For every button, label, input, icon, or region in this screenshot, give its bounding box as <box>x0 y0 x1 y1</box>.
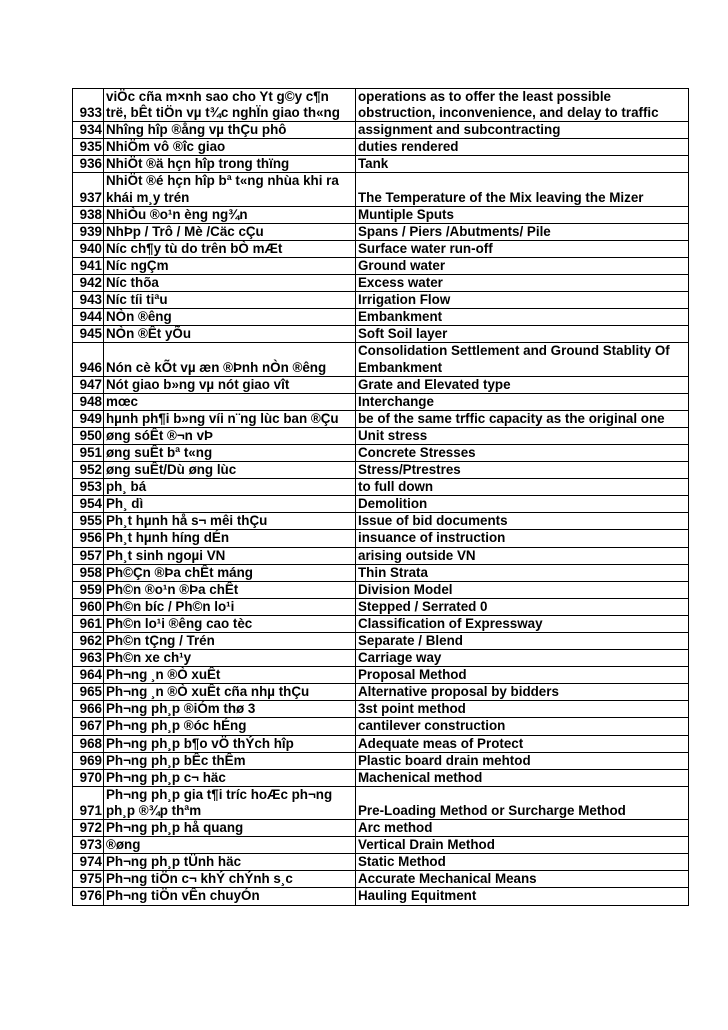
english-term: Tank <box>356 156 689 173</box>
vietnamese-term: øng sóÊt ®¬n vÞ <box>104 427 356 444</box>
entry-number: 959 <box>73 581 104 598</box>
table-row <box>73 820 689 837</box>
english-term: Consolidation Settlement and Ground Stablity Of Embankment <box>356 343 689 376</box>
english-term: Irrigation Flow <box>356 292 689 309</box>
english-term: insuance of instruction <box>356 530 689 547</box>
english-term: Separate / Blend <box>356 633 689 650</box>
table-row <box>73 257 689 274</box>
english-term: Stepped / Serrated 0 <box>356 598 689 615</box>
vietnamese-term: Níc thõa <box>104 275 356 292</box>
vietnamese-term: Ph¬ng ph¸p c¬ häc <box>104 769 356 786</box>
english-term: Grate and Elevated type <box>356 376 689 393</box>
table-row <box>73 156 689 173</box>
entry-number: 969 <box>73 752 104 769</box>
vietnamese-term: Níc ch¶y tù do trên bÒ mÆt <box>104 240 356 257</box>
table-row <box>73 326 689 343</box>
entry-number: 947 <box>73 376 104 393</box>
vietnamese-term: ph¸ bá <box>104 479 356 496</box>
entry-number: 955 <box>73 513 104 530</box>
vietnamese-term: Ph©Çn ®Þa chÊt máng <box>104 564 356 581</box>
english-term: Interchange <box>356 393 689 410</box>
english-term: Stress/Ptrestres <box>356 462 689 479</box>
english-term: Unit stress <box>356 427 689 444</box>
table-row <box>73 769 689 786</box>
table-row <box>73 122 689 139</box>
vietnamese-term: viÖc cña m×nh sao cho Yt g©y c¶n trë, bÊt tiÖn vµ t¾c nghÏn giao th«ng <box>104 89 356 122</box>
entry-number: 963 <box>73 650 104 667</box>
table-row <box>73 513 689 530</box>
entry-number: 952 <box>73 462 104 479</box>
english-term: Spans / Piers /Abutments/ Pile <box>356 223 689 240</box>
entry-number: 967 <box>73 718 104 735</box>
entry-number: 958 <box>73 564 104 581</box>
vietnamese-term: Ph¸t hµnh hå s¬ mêi thÇu <box>104 513 356 530</box>
table-row <box>73 139 689 156</box>
entry-number: 938 <box>73 206 104 223</box>
vietnamese-term: Ph¬ng ph¸p hå quang <box>104 820 356 837</box>
english-term: cantilever construction <box>356 718 689 735</box>
vietnamese-term: Ph¬ng ph¸p gia t¶i tríc hoÆc ph¬ng ph¸p ®¾p thªm <box>104 786 356 819</box>
entry-number: 937 <box>73 173 104 206</box>
english-term: Excess water <box>356 275 689 292</box>
entry-number: 933 <box>73 89 104 122</box>
english-term: operations as to offer the least possible obstruction, inconvenience, and delay to traffic <box>356 89 689 122</box>
table-row <box>73 309 689 326</box>
vietnamese-term: hµnh ph¶i b»ng víi n¨ng lùc ban ®Çu <box>104 410 356 427</box>
table-row <box>73 650 689 667</box>
vietnamese-term: Ph¬ng ph¸p tÜnh häc <box>104 854 356 871</box>
english-term: Adequate meas of Protect <box>356 735 689 752</box>
vietnamese-term: Níc tíi tiªu <box>104 292 356 309</box>
entry-number: 965 <box>73 684 104 701</box>
vietnamese-term: NhiÖt ®ä hçn hîp trong thïng <box>104 156 356 173</box>
table-row <box>73 837 689 854</box>
entry-number: 939 <box>73 223 104 240</box>
entry-number: 941 <box>73 257 104 274</box>
table-row <box>73 462 689 479</box>
english-term: Proposal Method <box>356 667 689 684</box>
table-row <box>73 240 689 257</box>
vietnamese-term: Ph¬ng ¸n ®Ò xuÊt cña nhµ thÇu <box>104 684 356 701</box>
english-term: Demolition <box>356 496 689 513</box>
vietnamese-term: Ph¬ng tiÖn vÊn chuyÓn <box>104 888 356 905</box>
entry-number: 946 <box>73 343 104 376</box>
english-term: Carriage way <box>356 650 689 667</box>
table-row <box>73 89 689 122</box>
vietnamese-term: Ph©n tÇng / Trén <box>104 633 356 650</box>
vietnamese-term: NhiÖt ®é hçn hîp bª t«ng nhùa khi ra khái m¸y trén <box>104 173 356 206</box>
table-row <box>73 410 689 427</box>
vietnamese-term: Ph¬ng ph¸p ®óc hÉng <box>104 718 356 735</box>
entry-number: 962 <box>73 633 104 650</box>
vietnamese-term: NhÞp / Trô / Mè /Cäc cÇu <box>104 223 356 240</box>
entry-number: 948 <box>73 393 104 410</box>
vietnamese-term: Ph¸t sinh ngoµi VN <box>104 547 356 564</box>
entry-number: 961 <box>73 615 104 632</box>
english-term: Classification of Expressway <box>356 615 689 632</box>
english-term: duties rendered <box>356 139 689 156</box>
entry-number: 945 <box>73 326 104 343</box>
vietnamese-term: Ph©n ®o¹n ®Þa chÊt <box>104 581 356 598</box>
table-row <box>73 752 689 769</box>
vietnamese-term: Nón cè kÕt vµ æn ®Þnh nÒn ®êng <box>104 343 356 376</box>
table-row <box>73 427 689 444</box>
table-row <box>73 206 689 223</box>
table-row <box>73 701 689 718</box>
entry-number: 975 <box>73 871 104 888</box>
vietnamese-term: NhiÖm vô ®îc giao <box>104 139 356 156</box>
entry-number: 942 <box>73 275 104 292</box>
table-row <box>73 275 689 292</box>
table-row <box>73 530 689 547</box>
entry-number: 960 <box>73 598 104 615</box>
entry-number: 970 <box>73 769 104 786</box>
table-row <box>73 888 689 905</box>
english-term: Embankment <box>356 309 689 326</box>
entry-number: 972 <box>73 820 104 837</box>
table-row <box>73 343 689 376</box>
entry-number: 968 <box>73 735 104 752</box>
english-term: Thin Strata <box>356 564 689 581</box>
table-row <box>73 615 689 632</box>
entry-number: 935 <box>73 139 104 156</box>
table-row <box>73 718 689 735</box>
vietnamese-term: Ph©n lo¹i ®êng cao tèc <box>104 615 356 632</box>
english-term: arising outside VN <box>356 547 689 564</box>
table-row <box>73 223 689 240</box>
english-term: Hauling Equitment <box>356 888 689 905</box>
english-term: Static Method <box>356 854 689 871</box>
vietnamese-term: ®øng <box>104 837 356 854</box>
vietnamese-term: Nhîng hîp ®ång vµ thÇu phô <box>104 122 356 139</box>
english-term: Surface water run-off <box>356 240 689 257</box>
table-row <box>73 786 689 819</box>
table-row <box>73 376 689 393</box>
table-row <box>73 496 689 513</box>
entry-number: 966 <box>73 701 104 718</box>
vietnamese-term: Ph©n bíc / Ph©n lo¹i <box>104 598 356 615</box>
table-row <box>73 735 689 752</box>
vietnamese-term: Níc ngÇm <box>104 257 356 274</box>
table-row <box>73 292 689 309</box>
entry-number: 949 <box>73 410 104 427</box>
english-term: Ground water <box>356 257 689 274</box>
vietnamese-term: Ph¸ dì <box>104 496 356 513</box>
english-term: Vertical Drain Method <box>356 837 689 854</box>
vietnamese-term: Ph¬ng ¸n ®Ò xuÊt <box>104 667 356 684</box>
table-row <box>73 854 689 871</box>
entry-number: 951 <box>73 444 104 461</box>
entry-number: 956 <box>73 530 104 547</box>
english-term: Plastic board drain mehtod <box>356 752 689 769</box>
table-row <box>73 581 689 598</box>
english-term: Arc method <box>356 820 689 837</box>
vietnamese-term: Nót giao b»ng vµ nót giao vît <box>104 376 356 393</box>
glossary-body <box>73 89 689 906</box>
entry-number: 964 <box>73 667 104 684</box>
entry-number: 953 <box>73 479 104 496</box>
english-term: to full down <box>356 479 689 496</box>
table-row <box>73 393 689 410</box>
entry-number: 957 <box>73 547 104 564</box>
english-term: 3st point method <box>356 701 689 718</box>
vietnamese-term: NÒn ®êng <box>104 309 356 326</box>
entry-number: 973 <box>73 837 104 854</box>
english-term: assignment and subcontracting <box>356 122 689 139</box>
vietnamese-term: øng suÊt/Dù øng lùc <box>104 462 356 479</box>
table-row <box>73 667 689 684</box>
entry-number: 971 <box>73 786 104 819</box>
table-row <box>73 633 689 650</box>
entry-number: 954 <box>73 496 104 513</box>
entry-number: 940 <box>73 240 104 257</box>
english-term: Alternative proposal by bidders <box>356 684 689 701</box>
table-row <box>73 173 689 206</box>
glossary-table <box>72 88 689 906</box>
english-term: Machenical method <box>356 769 689 786</box>
vietnamese-term: mœc <box>104 393 356 410</box>
entry-number: 934 <box>73 122 104 139</box>
table-row <box>73 684 689 701</box>
table-row <box>73 479 689 496</box>
vietnamese-term: Ph¬ng tiÖn c¬ khÝ chÝnh s¸c <box>104 871 356 888</box>
entry-number: 943 <box>73 292 104 309</box>
english-term: Soft Soil layer <box>356 326 689 343</box>
vietnamese-term: NhiÒu ®o¹n èng ng¾n <box>104 206 356 223</box>
vietnamese-term: Ph¬ng ph¸p ®iÓm thø 3 <box>104 701 356 718</box>
entry-number: 950 <box>73 427 104 444</box>
entry-number: 976 <box>73 888 104 905</box>
english-term: The Temperature of the Mix leaving the Mizer <box>356 173 689 206</box>
table-row <box>73 444 689 461</box>
vietnamese-term: Ph©n xe ch¹y <box>104 650 356 667</box>
english-term: Issue of bid documents <box>356 513 689 530</box>
vietnamese-term: Ph¬ng ph¸p bÊc thÊm <box>104 752 356 769</box>
table-row <box>73 564 689 581</box>
vietnamese-term: Ph¬ng ph¸p b¶o vÖ thÝch hîp <box>104 735 356 752</box>
vietnamese-term: NÒn ®Êt yÕu <box>104 326 356 343</box>
table-row <box>73 598 689 615</box>
english-term: Concrete Stresses <box>356 444 689 461</box>
entry-number: 974 <box>73 854 104 871</box>
english-term: Pre-Loading Method or Surcharge Method <box>356 786 689 819</box>
english-term: Division Model <box>356 581 689 598</box>
entry-number: 936 <box>73 156 104 173</box>
entry-number: 944 <box>73 309 104 326</box>
vietnamese-term: øng suÊt bª t«ng <box>104 444 356 461</box>
english-term: Muntiple Sputs <box>356 206 689 223</box>
vietnamese-term: Ph¸t hµnh híng dÉn <box>104 530 356 547</box>
english-term: Accurate Mechanical Means <box>356 871 689 888</box>
english-term: be of the same trffic capacity as the original one <box>356 410 689 427</box>
table-row <box>73 547 689 564</box>
table-row <box>73 871 689 888</box>
